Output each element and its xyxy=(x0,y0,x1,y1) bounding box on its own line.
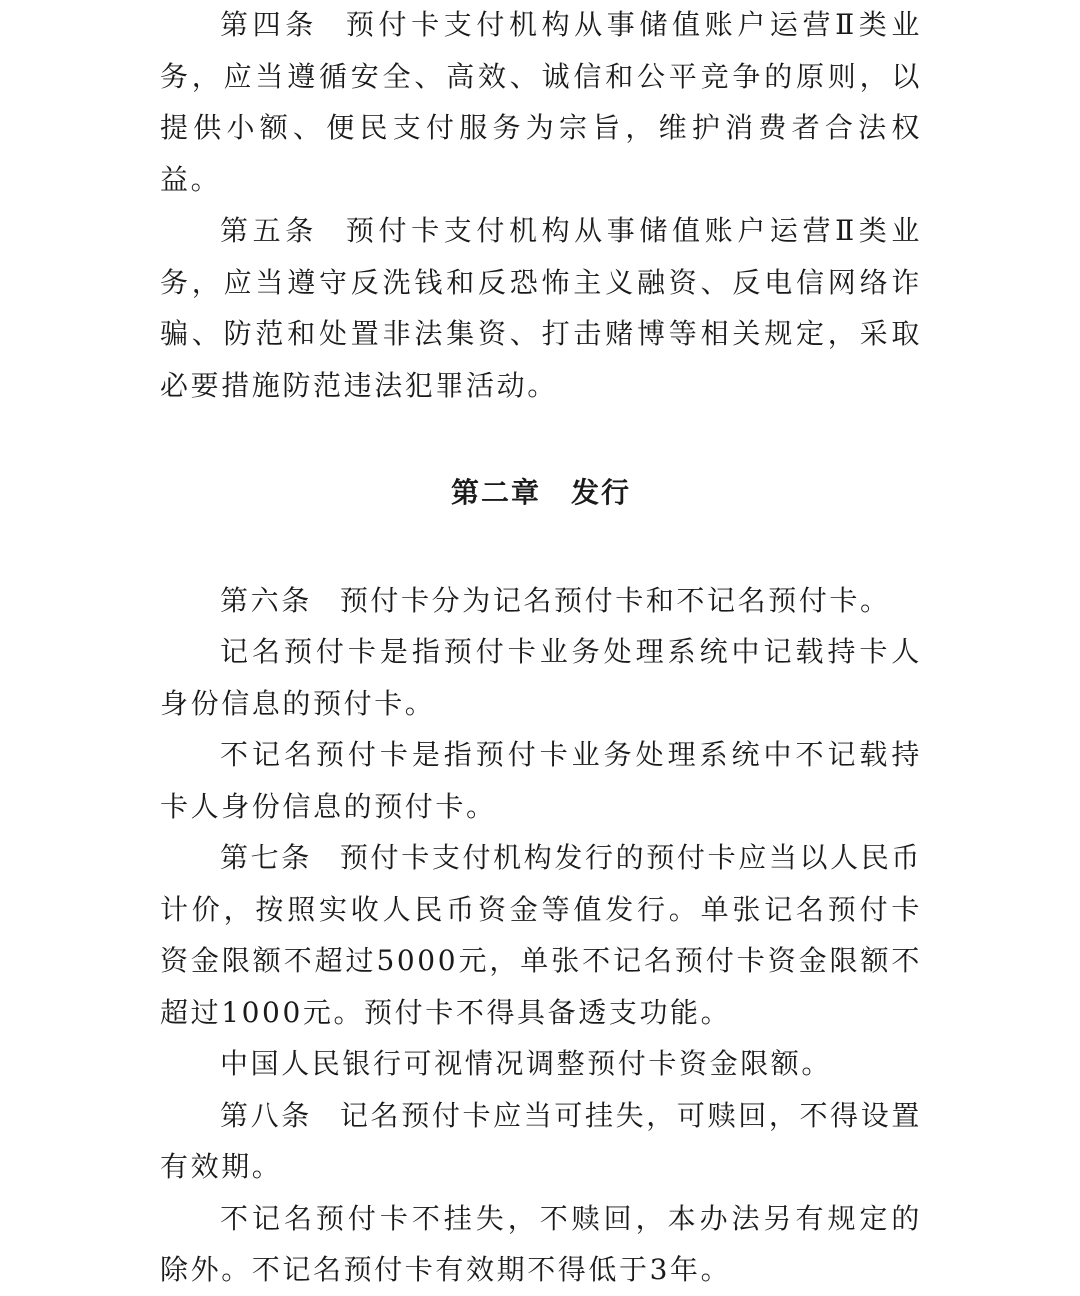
article-7 xyxy=(160,832,922,1038)
article-8-text: 记名预付卡应当可挂失，可赎回，不得设置有效期。 xyxy=(160,1098,922,1183)
article-5 xyxy=(160,205,922,411)
article-8 xyxy=(160,1090,922,1193)
chapter-number: 第二章 xyxy=(450,476,541,509)
article-5-text: 预付卡支付机构从事储值账户运营Ⅱ类业务，应当遵守反洗钱和反恐怖主义融资、反电信网络诈骗、防范和处置非法集资、打击赌博等相关规定，采取必要措施防范违法犯罪活动。 xyxy=(160,214,922,402)
article-5-label: 第五条 xyxy=(220,214,318,247)
spacer xyxy=(160,519,922,575)
chapter-heading xyxy=(160,467,922,519)
article-8-paragraph-2: 不记名预付卡不挂失，不赎回，本办法另有规定的除外。不记名预付卡有效期不得低于3年。 xyxy=(160,1201,922,1286)
article-4-text: 预付卡支付机构从事储值账户运营Ⅱ类业务，应当遵循安全、高效、诚信和公平竞争的原则，以提供小额、便民支付服务为宗旨，维护消费者合法权益。 xyxy=(160,8,922,196)
article-6-paragraph-3: 不记名预付卡是指预付卡业务处理系统中不记载持卡人身份信息的预付卡。 xyxy=(160,738,922,823)
article-4 xyxy=(160,0,922,205)
article-4-label: 第四条 xyxy=(220,8,318,41)
spacer xyxy=(160,411,922,467)
article-7-paragraph-2: 中国人民银行可视情况调整预付卡资金限额。 xyxy=(220,1047,833,1080)
article-6-paragraph-2: 记名预付卡是指预付卡业务处理系统中记载持卡人身份信息的预付卡。 xyxy=(160,635,922,720)
chapter-title: 发行 xyxy=(571,476,632,509)
article-8-label: 第八条 xyxy=(220,1098,312,1132)
article-6-text: 预付卡分为记名预付卡和不记名预付卡。 xyxy=(339,583,891,617)
article-7-text: 预付卡支付机构发行的预付卡应当以人民币计价，按照实收人民币资金等值发行。单张记名预付卡资金限额不超过5000元，单张不记名预付卡资金限额不超过1000元。预付卡不得具备透支功能。 xyxy=(160,841,922,1029)
article-7-label: 第七条 xyxy=(220,841,312,874)
article-6 xyxy=(160,575,922,627)
article-6-label: 第六条 xyxy=(220,583,312,617)
document-page xyxy=(160,0,922,1296)
